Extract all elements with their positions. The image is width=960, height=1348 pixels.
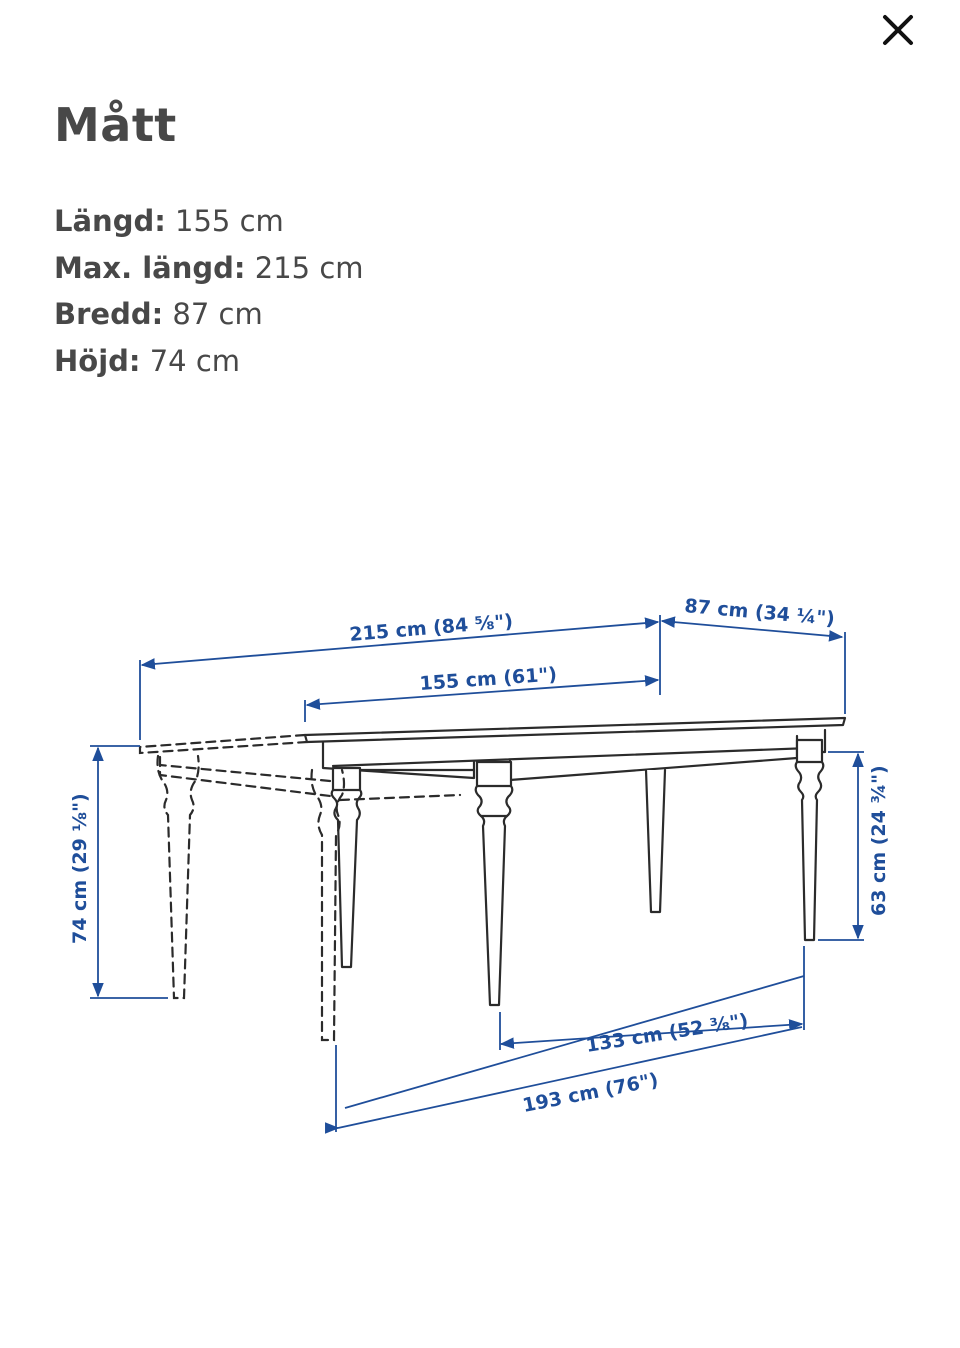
dim-label-extended-leg-span: 193 cm (76") [520, 1069, 661, 1117]
spec-value: 74 cm [149, 343, 241, 378]
table-leg-back-right [646, 770, 665, 912]
dim-label-leg-span: 133 cm (52 ⅜") [584, 1009, 750, 1057]
spec-value: 87 cm [172, 297, 263, 331]
table-top [305, 718, 845, 742]
spec-length [54, 198, 364, 245]
spec-width [54, 291, 364, 338]
spec-value: 155 cm [175, 204, 284, 238]
spec-label: Max. längd: [54, 250, 246, 285]
close-button[interactable] [872, 8, 924, 52]
extension-leg-near [158, 756, 199, 998]
dim-label-height: 74 cm (29 ⅛") [69, 793, 91, 944]
table-leg-front-right [796, 740, 824, 940]
table-leg-front-left [476, 762, 513, 1005]
spec-label: Längd: [54, 204, 166, 238]
close-icon [881, 13, 915, 47]
dimension-spec-list [54, 198, 364, 384]
table-dimension-diagram [0, 540, 960, 1200]
table-drawing [305, 718, 845, 1005]
dim-line-extended-leg-span [338, 1027, 802, 1128]
spec-height [54, 338, 364, 385]
table-rail [333, 748, 810, 770]
spec-label: Höjd: [54, 343, 141, 378]
page-title: Mått [54, 98, 177, 152]
spec-max-length [54, 245, 364, 292]
dim-label-max-length: 215 cm (84 ⅝") [348, 610, 514, 646]
spec-value: 215 cm [254, 250, 364, 285]
dim-label-width: 87 cm (34 ¼") [683, 595, 836, 631]
spec-label: Bredd: [54, 297, 164, 331]
extension-dashed-outline [140, 735, 460, 1040]
dim-label-length: 155 cm (61") [418, 663, 558, 695]
dimension-lines [90, 615, 864, 1132]
dim-label-underframe: 63 cm (24 ¾") [868, 765, 890, 916]
